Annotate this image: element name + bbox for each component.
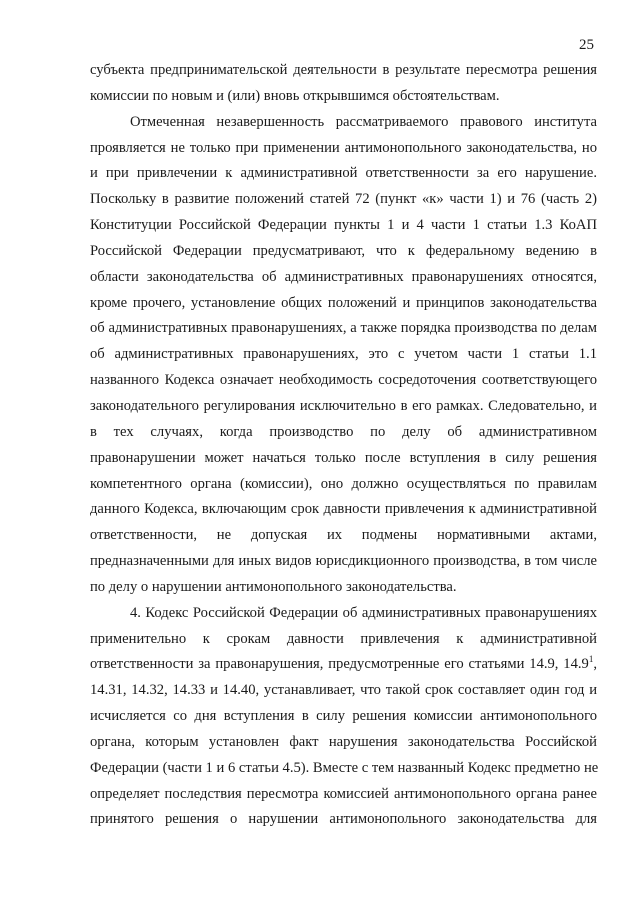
text-line: данного Кодекса, включающим срок давности привлечения к административной bbox=[90, 501, 597, 518]
text-line-part: , bbox=[593, 656, 597, 673]
text-line: субъекта предпринимательской деятельности в результате пересмотра решения bbox=[90, 62, 597, 78]
text-line: Отмеченная незавершенность рассматриваемого правового института bbox=[130, 113, 597, 130]
text-line: 14.31, 14.32, 14.33 и 14.40, устанавливает, что такой срок составляет один год и bbox=[90, 682, 597, 699]
text-line: исчисляется со дня вступления в силу решения комиссии антимонопольного bbox=[90, 708, 597, 725]
text-line: ответственности, не допуская их подмены нормативными актами, bbox=[90, 527, 597, 544]
superscript: 1 bbox=[588, 654, 594, 665]
text-line: об административных правонарушениях, а также порядка производства по делам bbox=[90, 320, 597, 337]
text-line: предназначенными для иных видов юрисдикционного производства, в том числе bbox=[90, 553, 597, 570]
text-line: области законодательства об административных правонарушениях относятся, bbox=[90, 268, 597, 285]
body-text bbox=[90, 58, 597, 833]
page-number: 25 bbox=[579, 37, 594, 53]
text-line: органа, которым установлен факт нарушения законодательства Российской bbox=[90, 733, 597, 750]
text-line: компетентного органа (комиссии), оно должно осуществляться по правилам bbox=[90, 475, 597, 492]
text-line: Российской Федерации предусматривают, что к федеральному ведению в bbox=[90, 242, 597, 259]
text-line bbox=[90, 652, 597, 678]
text-line: 4. Кодекс Российской Федерации об административных правонарушениях bbox=[130, 604, 597, 621]
text-line: проявляется не только при применении антимонопольного законодательства, но bbox=[90, 139, 597, 156]
text-line: по делу о нарушении антимонопольного законодательства. bbox=[90, 578, 457, 595]
text-line: законодательного регулирования исключительно в его рамках. Следовательно, и bbox=[90, 397, 597, 414]
text-line: правонарушении может начаться только после вступления в силу решения bbox=[90, 449, 597, 466]
text-line: принятого решения о нарушении антимонопольного законодательства для bbox=[90, 811, 597, 828]
text-line: кроме прочего, установление общих положений и принципов законодательства bbox=[90, 294, 597, 311]
text-line: применительно к срокам давности привлечения к административной bbox=[90, 630, 597, 647]
text-line: об административных правонарушениях, это с учетом части 1 статьи 1.1 bbox=[90, 346, 597, 363]
text-line-part: ответственности за правонарушения, предусмотренные его статьями 14.9, 14.9 bbox=[90, 656, 589, 673]
text-line: Поскольку в развитие положений статей 72 (пункт «к» части 1) и 76 (часть 2) bbox=[90, 191, 597, 208]
text-line: в тех случаях, когда производство по делу об административном bbox=[90, 423, 597, 440]
text-line: Федерации (части 1 и 6 статьи 4.5). Вместе с тем названный Кодекс предметно не bbox=[90, 759, 599, 776]
text-line: названного Кодекса означает необходимость сосредоточения соответствующего bbox=[90, 372, 597, 389]
text-line: комиссии по новым и (или) вновь открывшимся обстоятельствам. bbox=[90, 87, 500, 104]
text-line: и при привлечении к административной ответственности за его нарушение. bbox=[90, 165, 597, 182]
text-line: Конституции Российской Федерации пункты 1 и 4 части 1 статьи 1.3 КоАП bbox=[90, 217, 597, 234]
text-line: определяет последствия пересмотра комиссией антимонопольного органа ранее bbox=[90, 785, 597, 802]
